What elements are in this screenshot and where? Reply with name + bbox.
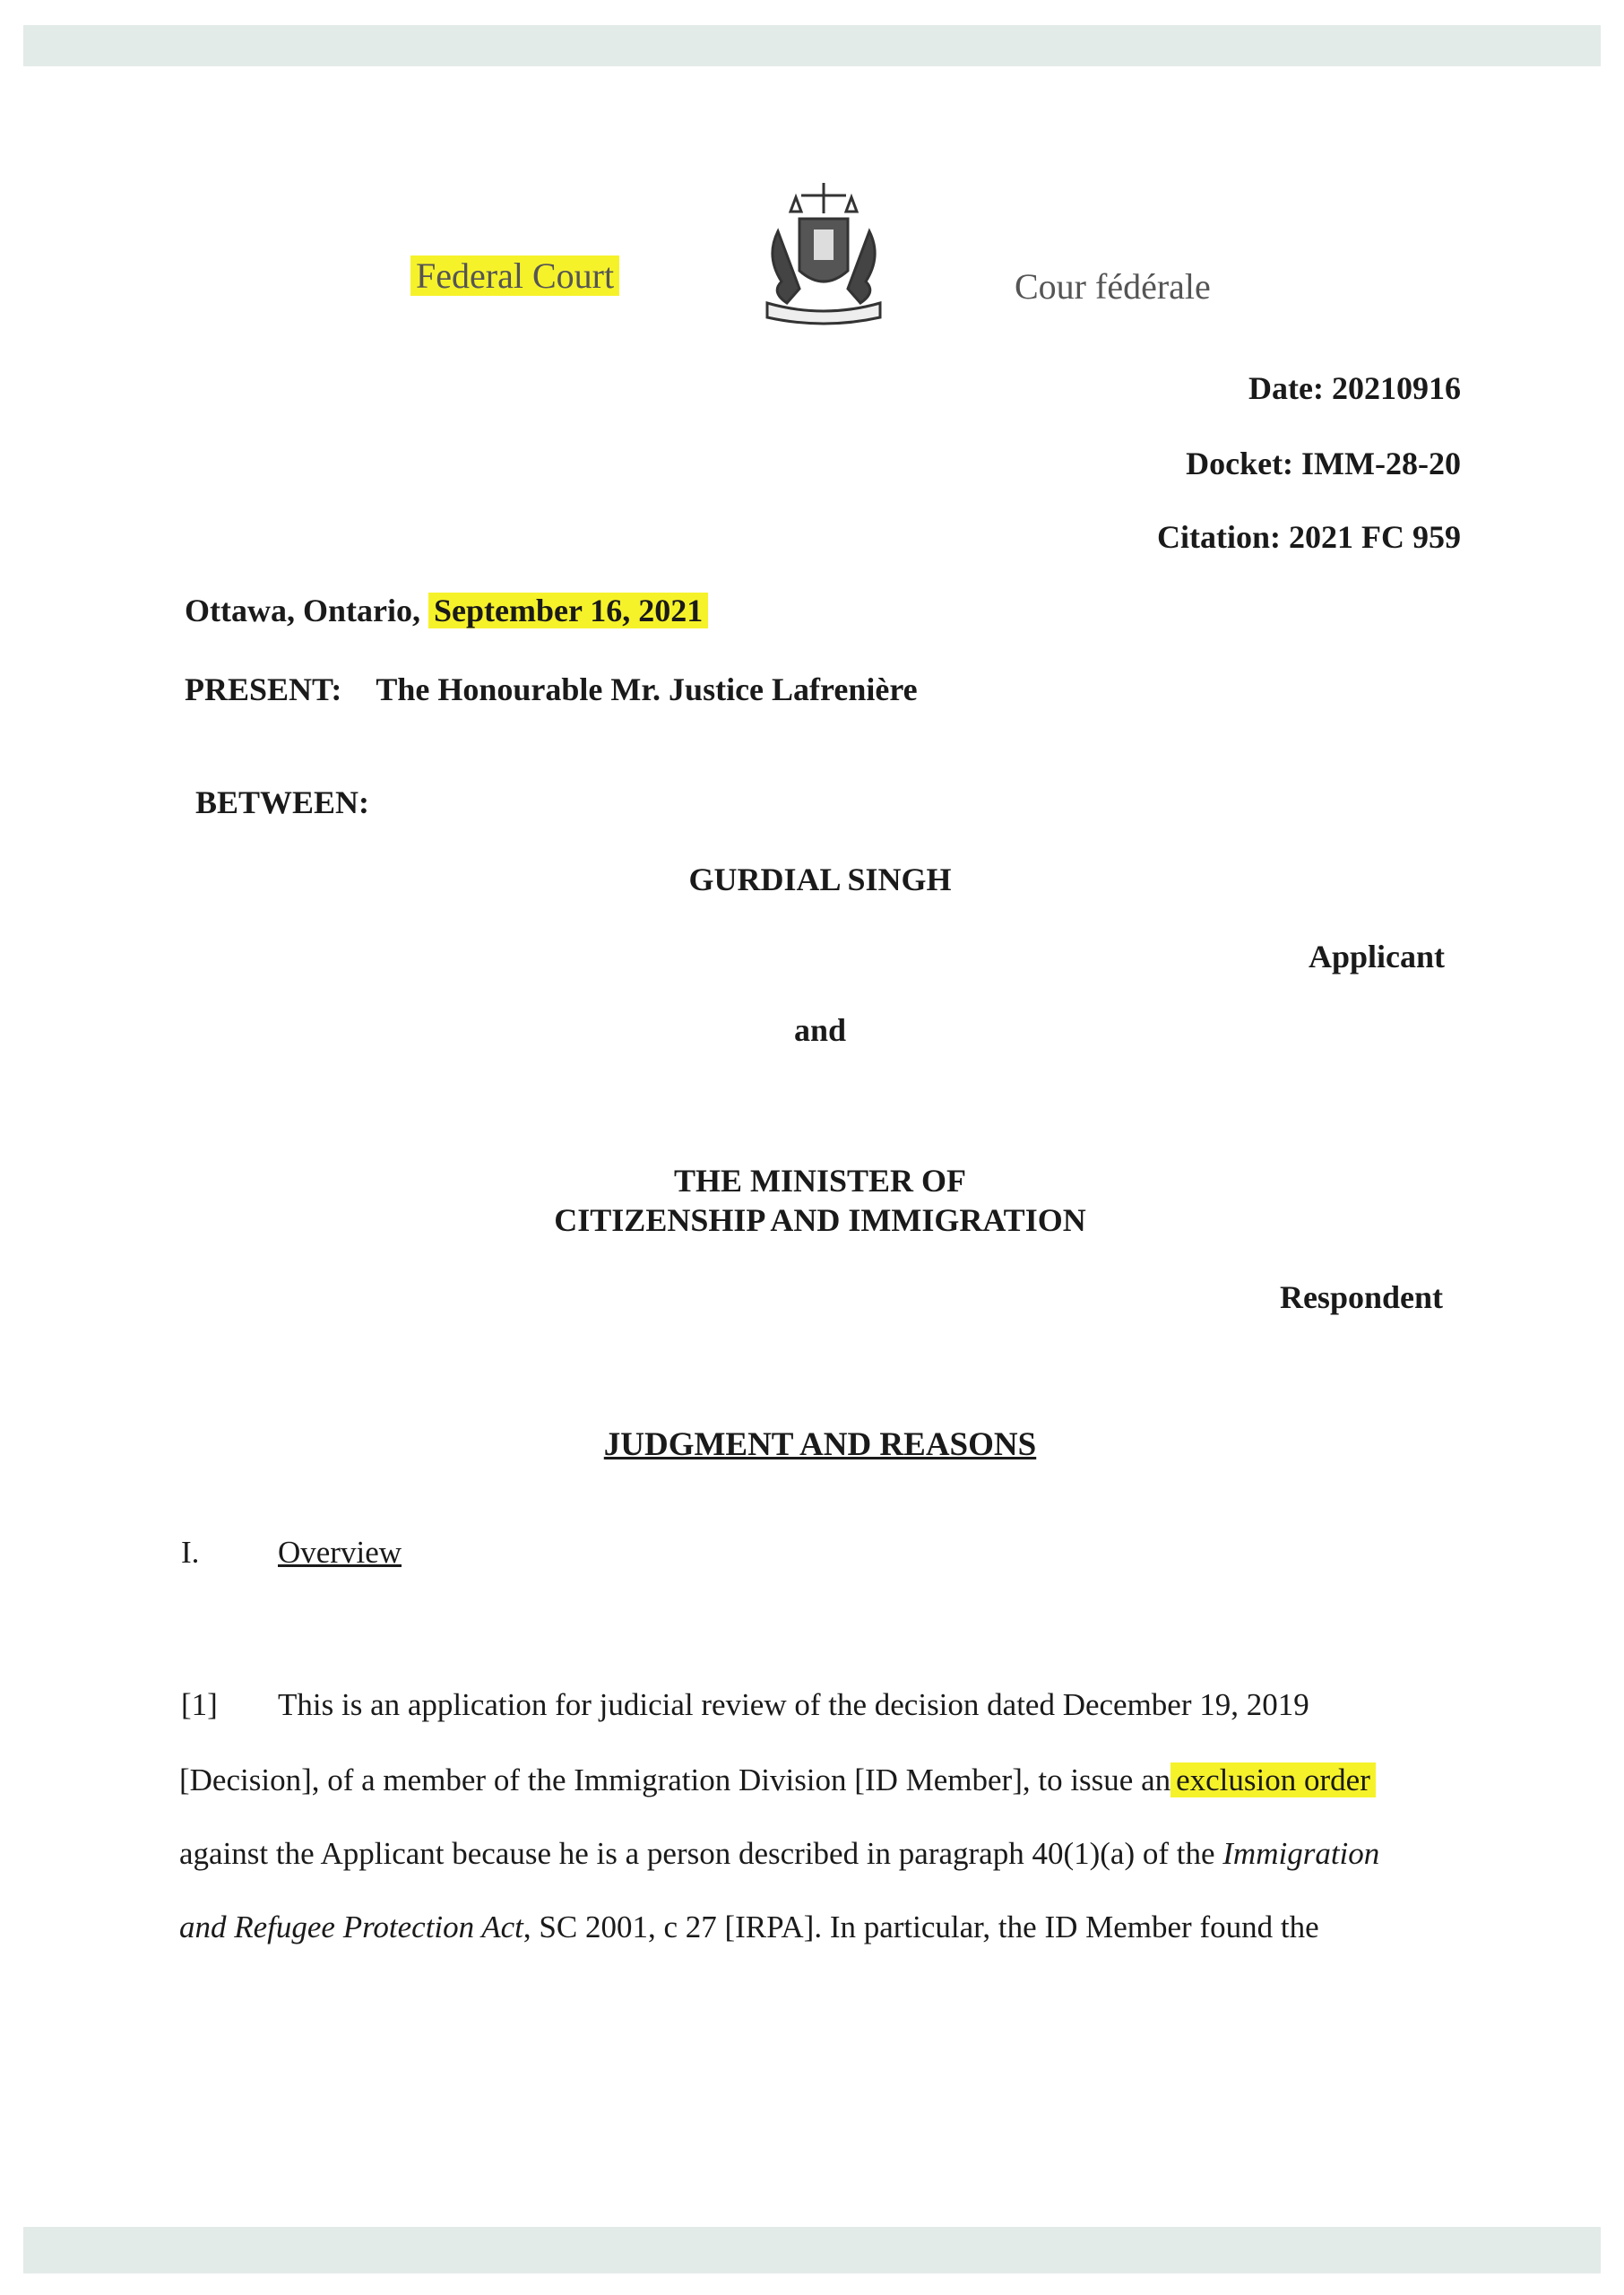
respondent-name-line1: THE MINISTER OF: [673, 1163, 967, 1199]
present-line: [185, 671, 918, 708]
applicant-role: Applicant: [1308, 939, 1445, 974]
paragraph-line-3: [179, 1836, 1379, 1872]
applicant-name: GURDIAL SINGH: [688, 862, 952, 897]
judge-name: The Honourable Mr. Justice Lafrenière: [376, 671, 918, 707]
statute-title-part2: and Refugee Protection Act: [179, 1910, 523, 1944]
place-city: Ottawa, Ontario,: [185, 593, 428, 628]
document-heading: JUDGMENT AND REASONS: [603, 1426, 1037, 1463]
respondent-name-line2: CITIZENSHIP AND IMMIGRATION: [554, 1202, 1086, 1238]
scan-band-top: [23, 25, 1601, 66]
paragraph-line-2-text: [Decision], of a member of the Immigration Division [ID Member], to issue an: [179, 1762, 1171, 1797]
citation: Citation: 2021 FC 959: [1157, 519, 1461, 555]
place-date-highlight: September 16, 2021: [428, 593, 708, 628]
document-date: Date: 20210916: [1248, 370, 1461, 406]
paragraph-number: [1]: [181, 1687, 218, 1722]
section-title: Overview: [278, 1535, 402, 1570]
paragraph-line-1: [181, 1687, 1309, 1723]
court-name-english-highlight: Federal Court: [410, 255, 619, 296]
statute-title-part1: Immigration: [1222, 1836, 1380, 1871]
paragraph-line-1-text: This is an application for judicial review of the decision dated December 19, 2019: [278, 1687, 1309, 1722]
scan-band-bottom: [23, 2227, 1601, 2273]
court-crest-icon: [751, 178, 896, 330]
respondent-role: Respondent: [1279, 1279, 1443, 1315]
between-label: BETWEEN:: [195, 784, 370, 820]
court-name-english: [410, 255, 619, 297]
paragraph-line-4-text: , SC 2001, c 27 [IRPA]. In particular, the ID Member found the: [523, 1910, 1319, 1944]
paragraph-line-2: [179, 1762, 1376, 1798]
present-label: PRESENT:: [185, 671, 342, 707]
section-number: I.: [181, 1535, 200, 1570]
court-name-french: Cour fédérale: [1015, 266, 1211, 307]
paragraph-line-3-text: against the Applicant because he is a person described in paragraph 40(1)(a) of the: [179, 1836, 1223, 1871]
place-and-date: [185, 592, 708, 629]
paragraph-line-4: [179, 1910, 1319, 1945]
docket-number: Docket: IMM-28-20: [1186, 446, 1461, 481]
exclusion-order-highlight: exclusion order: [1170, 1762, 1376, 1797]
parties-conjunction: and: [793, 1012, 847, 1048]
